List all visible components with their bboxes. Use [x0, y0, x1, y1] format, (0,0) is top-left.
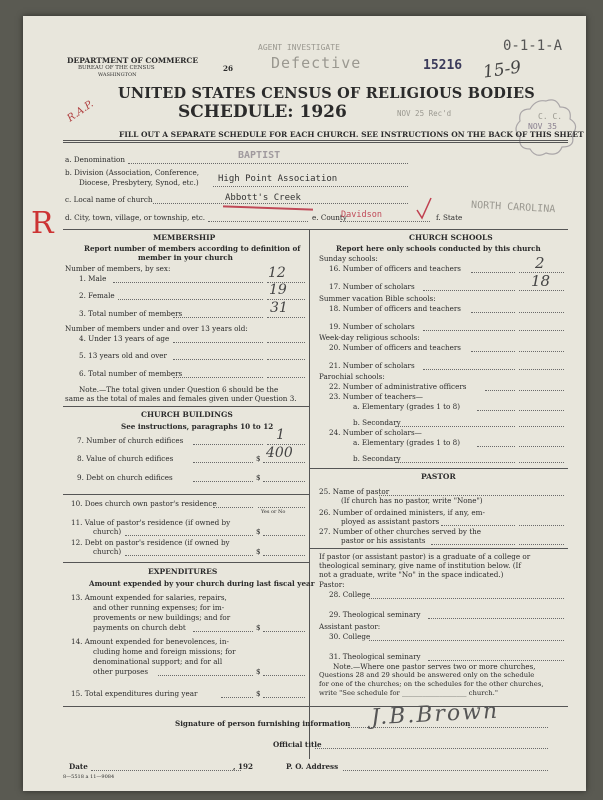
q9-answer-line — [263, 481, 305, 482]
q18-label: 18. Number of officers and teachers — [329, 304, 461, 313]
grad-line-1: If pastor (or assistant pastor) is a graduate of a college or — [319, 552, 531, 561]
parochial-label: Parochial schools: — [319, 372, 385, 381]
q24b-label: b. Secondary — [353, 454, 401, 463]
q23b-answer-line — [519, 426, 564, 427]
checkmark-icon — [415, 196, 433, 220]
q23a-answer-line — [519, 410, 564, 411]
section-rule — [63, 229, 568, 230]
denomination-value: BAPTIST — [238, 150, 281, 161]
q4-label: 4. Under 13 years of age — [79, 334, 170, 343]
q24b-answer-line — [519, 462, 564, 463]
cc-date-stamp: NOV 35 — [528, 122, 557, 131]
q10-rule — [63, 494, 309, 495]
q20-label: 20. Number of officers and teachers — [329, 343, 461, 352]
q3-leader — [173, 317, 263, 318]
q23b-leader — [395, 426, 515, 427]
denomination-line — [128, 163, 408, 164]
header-rule-thin — [63, 142, 568, 143]
q8-leader — [193, 462, 253, 463]
cc-stamp: C. C. — [538, 112, 563, 121]
column-divider — [309, 229, 310, 759]
po-address-label: P. O. Address — [286, 762, 339, 771]
received-stamp: NOV 25 Rec'd — [397, 109, 452, 118]
form-title: UNITED STATES CENSUS OF RELIGIOUS BODIES — [118, 85, 535, 102]
q24a-leader — [477, 446, 515, 447]
assistant-label: Assistant pastor: — [319, 622, 381, 631]
q12-dollar: $ — [256, 547, 261, 556]
q29-line — [428, 618, 564, 619]
q14-answer-line — [263, 675, 305, 676]
membership-note-1: Note.—The total given under Question 6 should be the — [79, 385, 279, 394]
q12-answer-line — [263, 555, 305, 556]
q29-label: 29. Theological seminary — [329, 610, 421, 619]
q7-leader — [193, 444, 263, 445]
q19-answer-line — [519, 330, 564, 331]
q14-line-4: other purposes — [93, 667, 149, 676]
q5-answer-line — [267, 359, 305, 360]
red-underline — [223, 205, 313, 210]
q8-dollar: $ — [256, 454, 261, 463]
q10-answer-line — [258, 507, 305, 508]
q13-line-1: 13. Amount expended for salaries, repairs, — [71, 593, 227, 602]
q3-value: 31 — [270, 300, 288, 316]
q17-value: 18 — [531, 272, 551, 290]
membership-heading: MEMBERSHIP — [153, 233, 216, 242]
rap-initials: R.A.P. — [65, 98, 96, 125]
q3-label: 3. Total number of members — [79, 309, 183, 318]
county-line — [340, 221, 430, 222]
bureau-heading: BUREAU OF THE CENSUS — [78, 65, 155, 71]
q24b-leader — [395, 462, 515, 463]
q11-answer-line — [263, 535, 305, 536]
q14-dollar: $ — [256, 667, 261, 676]
q13-answer-line — [263, 631, 305, 632]
division-label: b. Division (Association, Conference, — [65, 168, 200, 177]
q21-label: 21. Number of scholars — [329, 361, 415, 370]
q24a-answer-line — [519, 446, 564, 447]
q28-line — [369, 598, 564, 599]
q6-label: 6. Total number of members — [79, 369, 183, 378]
expenditures-heading: EXPENDITURES — [148, 567, 218, 576]
form-number: 8—5518 a 11—9084 — [63, 774, 115, 780]
q6-leader — [173, 377, 263, 378]
county-label: e. County — [312, 213, 347, 222]
q2-leader — [118, 299, 263, 300]
form-code: 26 — [223, 64, 234, 73]
q13-line-2: and other running expenses; for im- — [93, 603, 225, 612]
margin-mark-r: R — [31, 206, 54, 241]
q11-label: 11. Value of pastor's residence (if owned by — [71, 518, 231, 527]
q3-answer-line — [267, 317, 305, 318]
denomination-label: a. Denomination — [65, 155, 125, 164]
q16-value: 2 — [535, 254, 545, 272]
q14-line-2: cluding home and foreign missions; for — [93, 647, 236, 656]
weekday-label: Week-day religious schools: — [319, 333, 420, 342]
by-sex-label: Number of members, by sex: — [65, 264, 171, 273]
q24a-label: a. Elementary (grades 1 to 8) — [353, 438, 460, 447]
date-line — [91, 770, 241, 771]
q1-label: 1. Male — [79, 274, 107, 283]
q15-label: 15. Total expenditures during year — [71, 689, 198, 698]
q17-label: 17. Number of scholars — [329, 282, 415, 291]
q18-leader — [471, 312, 515, 313]
q10-leader — [213, 507, 253, 508]
q16-leader — [471, 272, 515, 273]
q17-answer-line — [519, 290, 564, 291]
q23a-label: a. Elementary (grades 1 to 8) — [353, 402, 460, 411]
under-over-label: Number of members under and over 13 years old: — [65, 324, 248, 333]
q4-leader — [173, 342, 263, 343]
q27-label-2: pastor or his assistants — [341, 536, 426, 545]
q9-dollar: $ — [256, 473, 261, 482]
q20-leader — [471, 351, 515, 352]
q31-line — [428, 660, 564, 661]
q6-answer-line — [267, 377, 305, 378]
q1-leader — [113, 282, 263, 283]
q8-label: 8. Value of church edifices — [77, 454, 174, 463]
division-value: High Point Association — [218, 174, 338, 184]
q2-value: 19 — [269, 282, 287, 298]
q23a-leader — [477, 410, 515, 411]
city-heading: WASHINGTON — [98, 72, 137, 78]
classification-code: 0-1-1-A — [503, 38, 563, 54]
q30-label: 30. College — [329, 632, 371, 641]
q14-leader — [158, 675, 253, 676]
pastor-heading: PASTOR — [421, 472, 456, 481]
state-label: f. State — [436, 213, 463, 222]
official-title-line — [315, 748, 548, 749]
q24-label: 24. Number of scholars— — [329, 428, 422, 437]
local-name-label: c. Local name of church — [65, 195, 153, 204]
division-line — [213, 186, 408, 187]
sunday-label: Sunday schools: — [319, 254, 378, 263]
q10-label: 10. Does church own pastor's residence — [71, 499, 217, 508]
date-year: , 192 — [233, 762, 254, 771]
buildings-rule — [63, 406, 309, 407]
q13-line-3: provements or new buildings; and for — [93, 613, 231, 622]
date-label: Date — [69, 762, 88, 771]
schedule-number: 15216 — [423, 58, 463, 73]
q15-dollar: $ — [256, 689, 261, 698]
q8-answer-line — [263, 462, 305, 463]
q12-leader — [125, 555, 253, 556]
city-line — [208, 221, 308, 222]
q11-label-2: church) — [93, 527, 122, 536]
agent-stamp: AGENT INVESTIGATE — [258, 43, 340, 52]
q23-label: 23. Number of teachers— — [329, 392, 423, 401]
county-value: Davidson — [341, 210, 382, 220]
q12-label: 12. Debt on pastor's residence (if owned by — [71, 538, 230, 547]
pastor-note-3: for one of the churches; on the schedules for the other churches, — [319, 680, 544, 688]
q21-leader — [423, 369, 515, 370]
dept-heading: DEPARTMENT OF COMMERCE — [67, 56, 199, 65]
official-title-label: Official title — [273, 740, 322, 749]
q14-line-3: denominational support; and for all — [93, 657, 223, 666]
q15-answer-line — [263, 697, 305, 698]
summer-label: Summer vacation Bible schools: — [319, 294, 436, 303]
q9-label: 9. Debt on church edifices — [77, 473, 173, 482]
q31-label: 31. Theological seminary — [329, 652, 421, 661]
q1-value: 12 — [268, 265, 286, 281]
schools-instr: Report here only schools conducted by this church — [336, 244, 541, 253]
q21-answer-line — [519, 369, 564, 370]
q4-answer-line — [267, 342, 305, 343]
q11-leader — [125, 535, 253, 536]
grad-line-2: theological seminary, give name of institution below. (If — [319, 561, 522, 570]
q7-label: 7. Number of church edifices — [77, 436, 184, 445]
q25-label: 25. Name of pastor — [319, 487, 390, 496]
signature-label: Signature of person furnishing information — [175, 719, 351, 728]
pastor-note-2: Questions 28 and 29 should be answered only on the schedule — [319, 671, 535, 679]
q26-answer-line — [519, 525, 564, 526]
q22-answer-line — [519, 390, 564, 391]
q18-answer-line — [519, 312, 564, 313]
state-value: NORTH CAROLINA — [470, 199, 556, 216]
pastor-rule — [309, 468, 568, 469]
signature-value: J.B.Brown — [370, 698, 500, 731]
grad-rule — [309, 548, 568, 549]
q23b-label: b. Secondary — [353, 418, 401, 427]
membership-note-2: same as the total of males and females given under Question 3. — [65, 394, 297, 403]
q25-hint: (If church has no pastor, write "None") — [341, 496, 483, 505]
q28-label: 28. College — [329, 590, 371, 599]
handwritten-date: 15-9 — [481, 57, 523, 83]
q26-label-2: ployed as assistant pastors — [341, 517, 440, 526]
local-name-value: Abbott's Creek — [225, 193, 301, 203]
q30-line — [369, 640, 564, 641]
q5-leader — [173, 359, 263, 360]
instructions-banner: FILL OUT A SEPARATE SCHEDULE FOR EACH CHURCH. SEE INSTRUCTIONS ON THE BACK OF THIS SHEET — [119, 130, 584, 139]
city-label: d. City, town, village, or township, etc. — [65, 213, 206, 222]
q12-label-2: church) — [93, 547, 122, 556]
pastor-sub-label: Pastor: — [319, 580, 345, 589]
q5-label: 5. 13 years old and over — [79, 351, 167, 360]
q27-leader — [431, 544, 515, 545]
q16-label: 16. Number of officers and teachers — [329, 264, 461, 273]
q13-leader — [193, 631, 253, 632]
division-label-2: Diocese, Presbytery, Synod, etc.) — [79, 178, 199, 187]
membership-instr-1: Report number of members according to definition of — [84, 244, 301, 253]
q14-line-1: 14. Amount expended for benevolences, in- — [71, 637, 229, 646]
q19-label: 19. Number of scholars — [329, 322, 415, 331]
expenditures-rule — [63, 562, 309, 563]
q22-leader — [485, 390, 515, 391]
q15-leader — [221, 697, 253, 698]
defective-stamp: Defective — [271, 54, 362, 72]
q26-label: 26. Number of ordained ministers, if any, em- — [319, 508, 485, 517]
po-address-line — [343, 770, 548, 771]
census-schedule-sheet — [23, 16, 586, 791]
q8-value: 400 — [266, 445, 293, 461]
grad-line-3: not a graduate, write "No" in the space indicated.) — [319, 570, 504, 579]
q17-leader — [423, 290, 515, 291]
q9-leader — [193, 481, 253, 482]
schools-heading: CHURCH SCHOOLS — [409, 233, 493, 242]
schedule-title: SCHEDULE: 1926 — [178, 102, 347, 122]
q27-answer-line — [519, 544, 564, 545]
q11-dollar: $ — [256, 527, 261, 536]
q19-leader — [423, 330, 515, 331]
q20-answer-line — [519, 351, 564, 352]
yes-no-hint: Yes or No — [261, 509, 286, 515]
pastor-note-1: Note.—Where one pastor serves two or more churches, — [333, 662, 536, 671]
q2-label: 2. Female — [79, 291, 115, 300]
local-name-line — [153, 203, 408, 204]
membership-instr-2: member in your church — [138, 253, 233, 262]
q27-label: 27. Number of other churches served by the — [319, 527, 482, 536]
q13-line-4: payments on church debt — [93, 623, 186, 632]
buildings-instr: See instructions, paragraphs 10 to 12 — [121, 422, 274, 431]
q26-leader — [441, 525, 515, 526]
expenditures-instr: Amount expended by your church during last fiscal year — [89, 579, 315, 588]
q7-value: 1 — [276, 427, 285, 443]
q13-dollar: $ — [256, 623, 261, 632]
q22-label: 22. Number of administrative officers — [329, 382, 467, 391]
buildings-heading: CHURCH BUILDINGS — [141, 410, 233, 419]
pastor-note-4: write "See schedule for ___________________ church." — [319, 689, 498, 697]
